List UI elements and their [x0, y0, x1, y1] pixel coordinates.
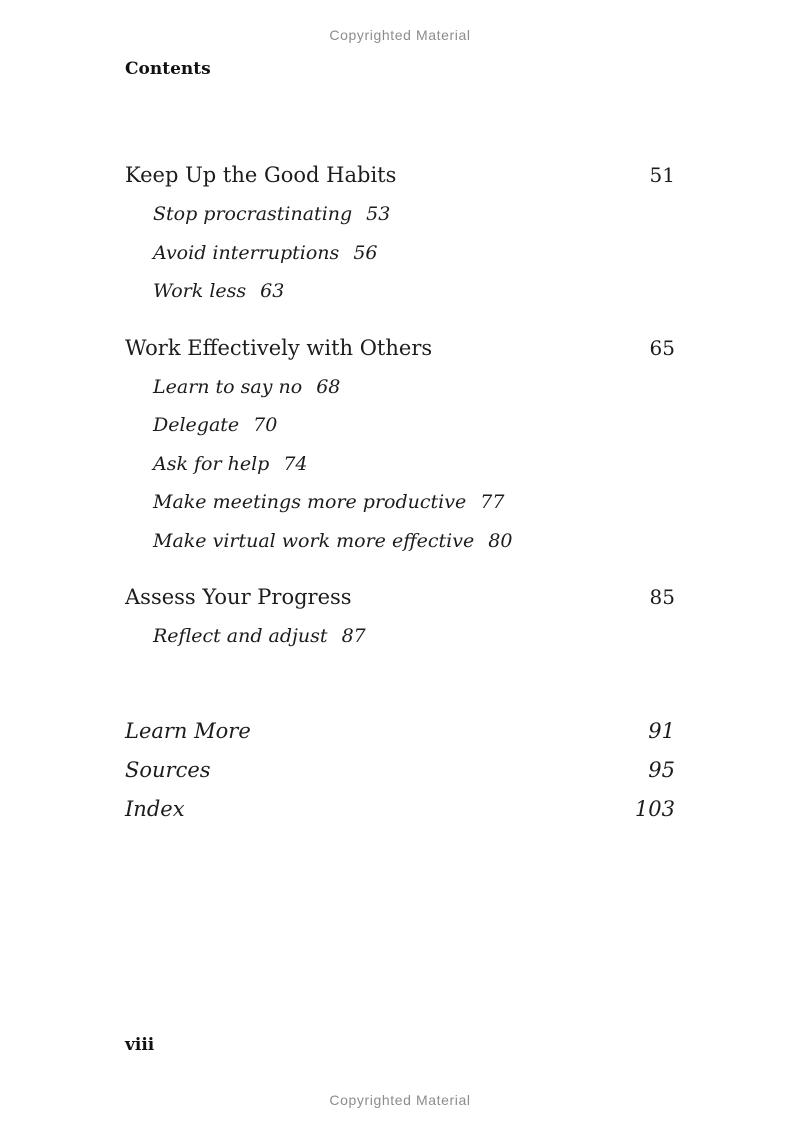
toc-back-matter: [125, 712, 675, 829]
toc-entry-page: 80: [488, 529, 513, 552]
toc-entry-page: 74: [283, 452, 308, 475]
page-title: Contents: [125, 59, 211, 79]
copyright-notice-top: Copyrighted Material: [329, 27, 471, 43]
toc-entry-label: Make meetings more productive: [153, 491, 467, 513]
toc-entry: [125, 272, 675, 311]
back-matter-row: [125, 751, 675, 790]
toc-entry-page: 56: [353, 241, 378, 264]
toc-entry: [125, 445, 675, 484]
chapter-page-number: 85: [649, 585, 675, 609]
toc-entry-label: Work less: [153, 280, 247, 302]
back-matter-label: Index: [125, 796, 185, 821]
toc-entry: [125, 234, 675, 273]
copyright-notice-bottom: Copyrighted Material: [329, 1092, 471, 1108]
toc-section: [125, 577, 675, 656]
chapter-page-number: 51: [649, 163, 675, 187]
toc-entry-label: Reflect and adjust: [153, 625, 328, 647]
chapter-page-number: 65: [649, 335, 675, 360]
toc-entry-label: Learn to say no: [153, 375, 303, 398]
toc-entry-label: Ask for help: [153, 452, 270, 475]
toc-chapter-row: [125, 328, 675, 368]
table-of-contents: [125, 155, 675, 829]
back-matter-row: [125, 790, 675, 829]
toc-section: [125, 328, 675, 561]
toc-entry: [125, 617, 675, 656]
back-matter-label: Sources: [125, 757, 211, 782]
toc-chapter-row: [125, 155, 675, 195]
toc-entry-label: Delegate: [153, 414, 240, 436]
toc-entry-page: 70: [253, 414, 278, 436]
toc-chapter-row: [125, 577, 675, 617]
toc-entry-label: Avoid interruptions: [153, 241, 340, 264]
toc-entry: [125, 195, 675, 234]
toc-entry-label: Stop procrastinating: [153, 203, 353, 225]
toc-section: [125, 155, 675, 311]
chapter-title: Work Effectively with Others: [125, 335, 433, 360]
toc-entry: [125, 522, 675, 561]
toc-entry: [125, 368, 675, 407]
back-matter-page: 103: [634, 796, 675, 821]
back-matter-page: 95: [648, 757, 675, 782]
toc-entry-label: Make virtual work more effective: [153, 529, 475, 552]
toc-entry: [125, 483, 675, 522]
toc-entry-page: 53: [366, 203, 391, 225]
back-matter-label: Learn More: [125, 718, 251, 743]
chapter-title: Assess Your Progress: [125, 585, 352, 609]
back-matter-page: 91: [648, 718, 675, 743]
toc-entry-page: 68: [316, 375, 341, 398]
toc-entry-page: 87: [341, 625, 366, 647]
chapter-title: Keep Up the Good Habits: [125, 163, 397, 187]
toc-entry: [125, 406, 675, 445]
back-matter-row: [125, 712, 675, 751]
toc-entry-page: 63: [260, 280, 285, 302]
toc-entry-page: 77: [480, 491, 505, 513]
page-folio: viii: [125, 1035, 155, 1055]
